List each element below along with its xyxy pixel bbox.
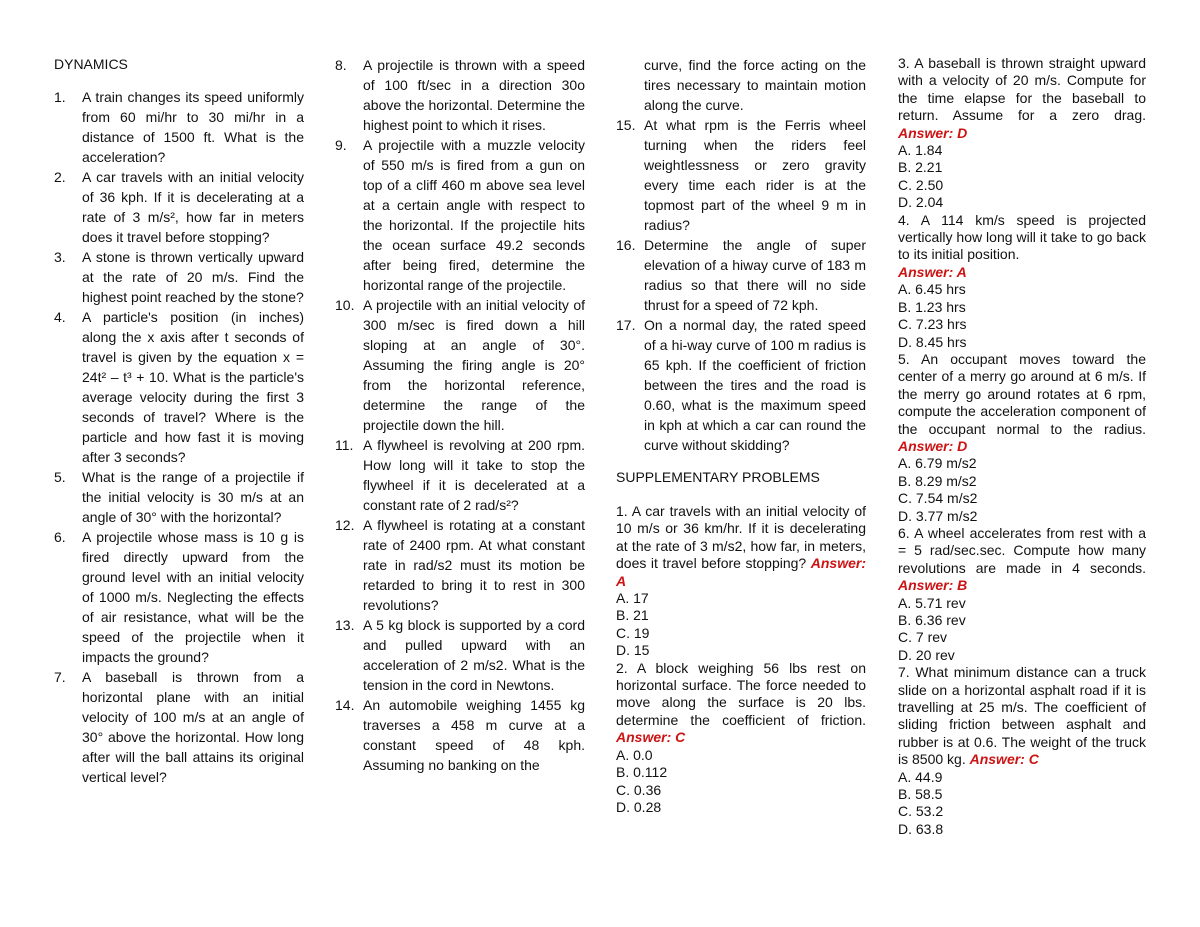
- question-5: 5. What is the range of a projectile if the initial velocity is 30 m/s at an angle of 30° with the horizontal?: [54, 469, 304, 525]
- question-14-continued: curve, find the force acting on the tires necessary to maintain motion along the curve.: [644, 57, 866, 113]
- question-15: 15. At what rpm is the Ferris wheel turning when the riders feel weightlessness or zero gravity every time each rider is at the topmost part of the wheel 9 m in radius?: [616, 117, 866, 233]
- answer-label: Answer: D: [898, 437, 968, 454]
- option: C. 7 rev: [898, 629, 948, 646]
- option: C. 0.36: [616, 781, 662, 798]
- option: C. 19: [616, 624, 650, 641]
- option: B. 8.29 m/s2: [898, 472, 977, 489]
- answer-label: Answer: B: [898, 577, 968, 594]
- question-16: 16. Determine the angle of super elevation of a hiway curve of 183 m radius so that there will no side thrust for a speed of 72 kph.: [616, 237, 866, 313]
- option: B. 1.23 hrs: [898, 298, 966, 315]
- option: C. 2.50: [898, 176, 944, 193]
- question-13: 13. A 5 kg block is supported by a cord and pulled upward with an acceleration of 2 m/s2. What is the tension in the cord in Newtons.: [335, 617, 585, 693]
- option: B. 2.21: [898, 159, 943, 176]
- answer-label: Answer: A: [616, 555, 866, 589]
- option: D. 2.04: [898, 194, 944, 211]
- supplementary-problem-6: 6. A wheel accelerates from rest with a = 5 rad/sec.sec. Compute how many revolutions are made in 4 seconds. Answer: B A. 5.71 rev B. 6.36 rev C. 7 rev D. 20 rev: [898, 524, 1146, 663]
- supplementary-problem-4: 4. A 114 km/s speed is projected vertically how long will it take to go back to its initial position. Answer: A A. 6.45 hrs B. 1.23 hrs C. 7.23 hrs D. 8.45 hrs: [898, 211, 1146, 350]
- question-12: 12. A flywheel is rotating at a constant rate of 2400 rpm. At what constant rate in rad/s2 must its motion be retarded to bring it to rest in 300 revolutions?: [335, 517, 585, 613]
- question-17: 17. On a normal day, the rated speed of a hi-way curve of 100 m radius is 65 kph. If the coefficient of friction between the tires and the road is 0.60, what is the maximum speed in kph at which a car can round the curve without skidding?: [616, 317, 866, 453]
- answer-label: Answer: A: [898, 263, 967, 280]
- dynamics-question-list-end: [616, 115, 866, 455]
- question-10: 10. A projectile with an initial velocity of 300 m/sec is fired down a hill sloping at an angle of 30°. Assuming the firing angle is 20° from the horizontal reference, determine the range of the projectile down the hill.: [335, 297, 585, 433]
- option: A. 17: [616, 590, 649, 607]
- option: C. 7.23 hrs: [898, 316, 967, 333]
- option: D. 63.8: [898, 820, 944, 837]
- question-14: 14. An automobile weighing 1455 kg traverses a 458 m curve at a constant speed of 48 kph. Assuming no banking on the: [335, 697, 585, 773]
- question-7: 7. A baseball is thrown from a horizontal plane with an initial velocity of 100 m/s at an angle of 30° above the horizontal. How long after will the ball attains its original vertical level?: [54, 669, 304, 785]
- option: B. 0.112: [616, 764, 668, 781]
- column-1: [54, 55, 304, 787]
- option: A. 1.84: [898, 142, 943, 159]
- option: B. 58.5: [898, 786, 943, 803]
- supplementary-problem-7: 7. What minimum distance can a truck slide on a horizontal asphalt road if it is travelling at 25 m/s. The coefficient of sliding friction between asphalt and rubber is at 0.6. The weight of the truck is 8500 kg. Answer: C A. 44.9 B. 58.5 C. 53.2 D. 63.8: [898, 664, 1146, 837]
- answer-label: Answer: C: [616, 729, 686, 746]
- option: A. 5.71 rev: [898, 594, 966, 611]
- question-1: 1. A train changes its speed uniformly from 60 mi/hr to 30 mi/hr in a distance of 1500 ft. What is the acceleration?: [54, 89, 304, 165]
- option: C. 7.54 m/s2: [898, 490, 978, 507]
- supplementary-problem-3: 3. A baseball is thrown straight upward with a velocity of 20 m/s. Compute for the time elapse for the baseball to return. Assume for a zero drag. Answer: D A. 1.84 B. 2.21 C. 2.50 D. 2.04: [898, 55, 1146, 211]
- dynamics-question-list-continued: [335, 55, 585, 775]
- option: A. 0.0: [616, 746, 653, 763]
- option: C. 53.2: [898, 803, 944, 820]
- question-9: 9. A projectile with a muzzle velocity of 550 m/s is fired from a gun on top of a cliff 460 m above sea level at a certain angle with respect to the horizontal. If the projectile hits the ocean surface 49.2 seconds after being fired, determine the horizontal range of the projectile.: [335, 137, 585, 293]
- option: A. 6.79 m/s2: [898, 455, 977, 472]
- option: D. 3.77 m/s2: [898, 507, 978, 524]
- question-2: 2. A car travels with an initial velocity of 36 kph. If it is decelerating at a rate of 3 m/s², how far in meters does it travel before stopping?: [54, 169, 304, 245]
- option: A. 6.45 hrs: [898, 281, 966, 298]
- question-8: 8. A projectile is thrown with a speed of 100 ft/sec in a direction 30o above the horizontal. Determine the highest point to which it rises.: [335, 57, 585, 133]
- supplementary-problem-5: 5. An occupant moves toward the center of a merry go around at 6 m/s. If the merry go around rotates at 6 rpm, compute the acceleration component of the occupant normal to the radius. Answer: D A. 6.79 m/s2 B. 8.29 m/s2 C. 7.54 m/s2 D. 3.77 m/s2: [898, 350, 1146, 524]
- question-3: 3. A stone is thrown vertically upward at the rate of 20 m/s. Find the highest point reached by the stone?: [54, 249, 304, 305]
- option: B. 6.36 rev: [898, 612, 966, 628]
- supplementary-problem-1: 1. A car travels with an initial velocity of 10 m/s or 36 km/hr. If it is decelerating at the rate of 3 m/s2, how far, in meters, does it travel before stopping? Answer: A A. 17 B. 21 C. 19 D. 15: [616, 503, 866, 659]
- option: D. 20 rev: [898, 646, 955, 663]
- dynamics-heading: DYNAMICS: [54, 56, 128, 72]
- supplementary-heading: SUPPLEMENTARY PROBLEMS: [616, 469, 820, 485]
- option: B. 21: [616, 607, 649, 624]
- column-2: [335, 55, 585, 775]
- dynamics-question-list: [54, 87, 304, 787]
- question-6: 6. A projectile whose mass is 10 g is fired directly upward from the ground level with an initial velocity of 1000 m/s. Neglecting the effects of air resistance, what will be the speed of the projectile when it impacts the ground?: [54, 529, 304, 665]
- question-4: 4. A particle's position (in inches) along the x axis after t seconds of travel is given by the equation x = 24t² – t³ + 10. What is the particle's average velocity during the first 3 seconds of travel? Where is the particle and how fast it is moving after 3 seconds?: [54, 309, 304, 465]
- column-3: [616, 55, 866, 816]
- option: D. 0.28: [616, 798, 662, 815]
- column-4: [898, 55, 1146, 838]
- question-11: 11. A flywheel is revolving at 200 rpm. How long will it take to stop the flywheel if it is decelerated at a constant rate of 2 rad/s²?: [335, 437, 585, 513]
- answer-label: Answer: C: [969, 751, 1039, 768]
- option: A. 44.9: [898, 768, 943, 785]
- answer-label: Answer: D: [898, 124, 968, 141]
- supplementary-problem-2: 2. A block weighing 56 lbs rest on horizontal surface. The force needed to move along the surface is 20 lbs. determine the coefficient of friction. Answer: C A. 0.0 B. 0.112 C. 0.36 D. 0.28: [616, 659, 866, 815]
- option: D. 15: [616, 642, 650, 659]
- option: D. 8.45 hrs: [898, 333, 967, 350]
